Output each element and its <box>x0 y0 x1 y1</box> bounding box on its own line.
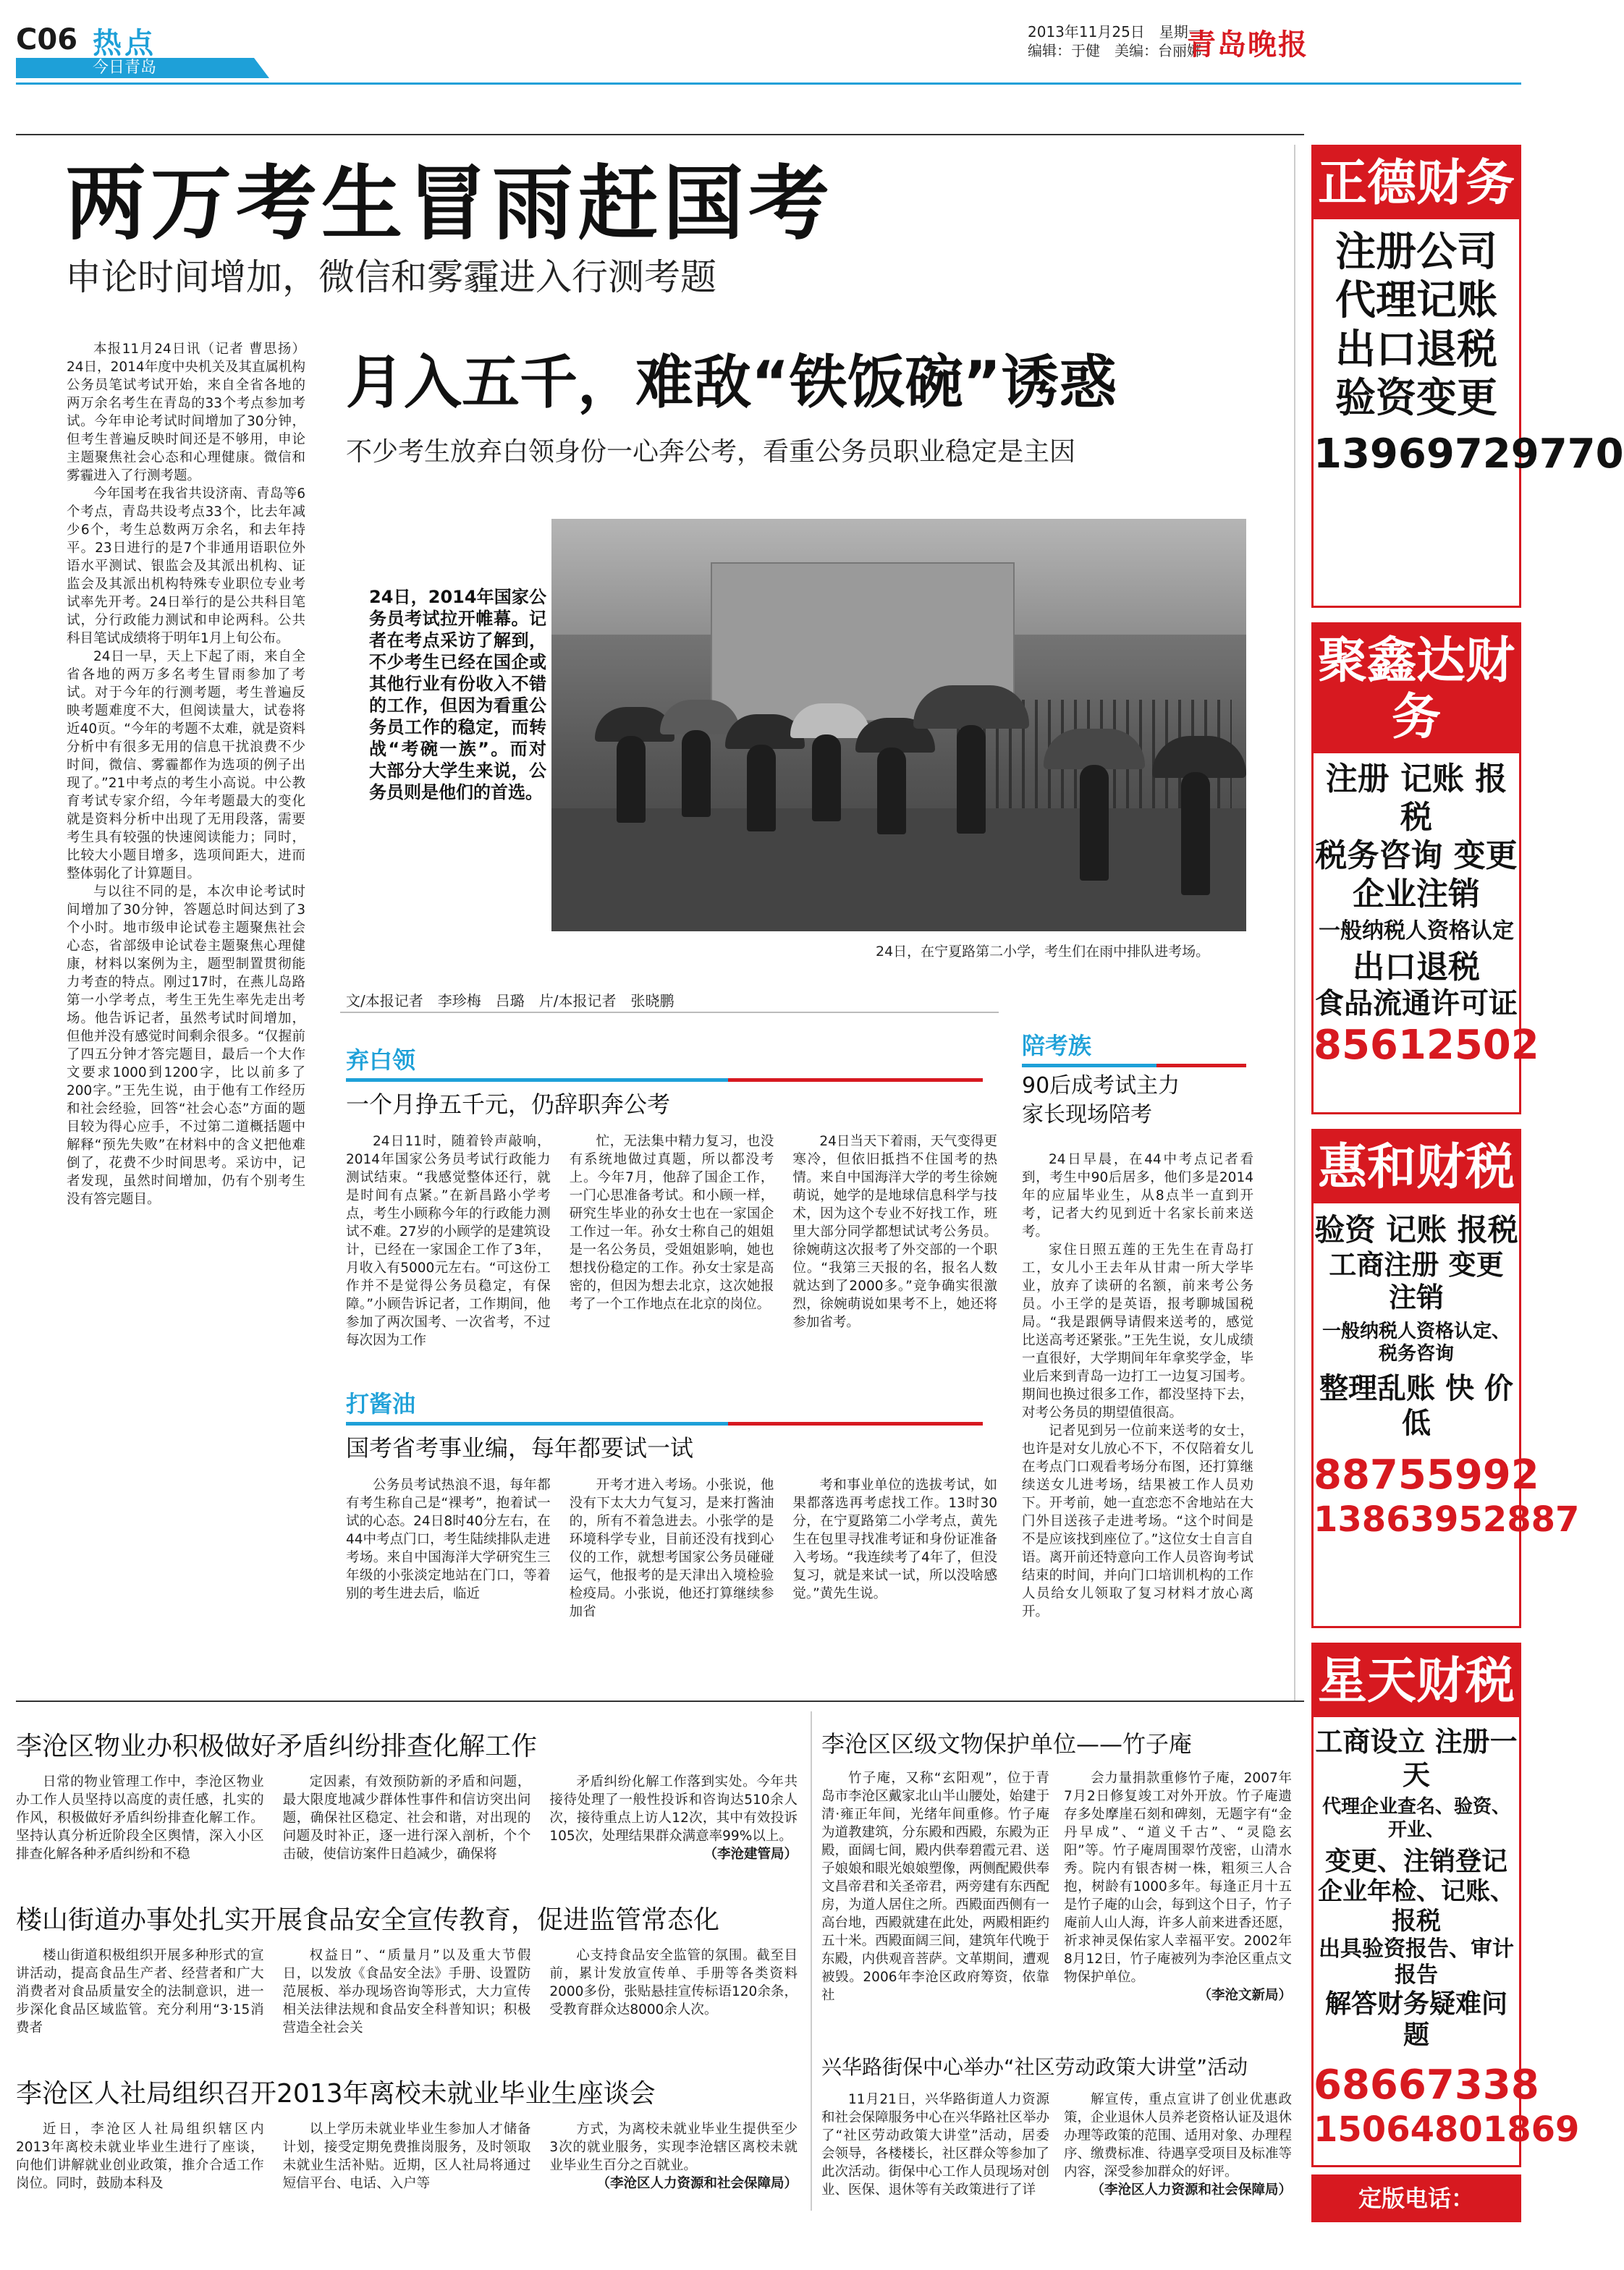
section-paragraph: 公务员考试热浪不退，每年都有考生称自己是“裸考”，抱着试一试的心态。24日8时40分左右，在44中考点门口，考生陆续排队走进考场。来自中国海洋大学研究生三年级的小张淡定地站在门口，等着别的考生进去后，临近 <box>346 1478 551 1601</box>
subsection-title: 今日青岛 <box>93 59 157 77</box>
article-credit: （李沧建管局） <box>703 1847 798 1862</box>
ad-service: 企业年检、记账、报税 <box>1318 1876 1515 1936</box>
article-title: 李沧区区级文物保护单位——竹子庵 <box>821 1730 1193 1758</box>
sidebar-paragraph: 24日早晨，在44中考点记者看到，考生中90后居多，他们多是2014年的应届毕业生，从8点半一直到开考，记者大约见到近十名家长前来送考。 <box>1022 1152 1253 1240</box>
kicker-rule <box>346 1422 983 1426</box>
ad-service: 出口退税 <box>1353 948 1480 986</box>
ad-service: 解答财务疑难问题 <box>1324 1989 1507 2050</box>
lead-paragraph: 24日一早，天上下起了雨，来自全省各地的两万多名考生冒雨参加了考试。对于今年的行测考题，考生普遍反映考题难度不大，但阅读量大，试卷将近40页。“今年的考题不太难，就是资料分析中有很多无用的信息干扰浪费不少时间，微信、雾霾都作为选项的例子出现了。”21中考点的考生小高说。中公教育考试专家介绍，今年考题最大的变化就是资料分析中出现了无用段落，需要考生具有较强的快速阅读能力；同时，比较大小题目增多，选项间距大，进而整体弱化了计算题目。 <box>67 649 305 881</box>
ad-phone: 68667338 <box>1314 2061 1539 2109</box>
ad-phone: 15064801869 <box>1314 2109 1580 2151</box>
article-paragraph: 11月21日，兴华路街道人力资源和社会保障服务中心在兴华路社区举办了“社区劳动政策大讲堂”活动，居委会领导，各楼楼长，社区群众等参加了此次活动。街保中心工作人员现场对创业、医保、退休等有关政策进行了详 <box>821 2092 1049 2198</box>
section-title: 国考省考事业编，每年都要试一试 <box>346 1434 694 1462</box>
article-labor-lecture <box>821 2051 1292 2228</box>
section-title: 热点 <box>93 27 156 60</box>
person-shape <box>682 730 711 817</box>
lead-paragraph: 今年国考在我省共设济南、青岛等6个考点，青岛共设考点33个，比去年减少6个，考生总数两万余名，和去年持平。23日进行的是7个非通用语职位外语水平测试、银监会及其派出机构、证监会及其派出机构特殊专业职位专业考试率先开考。24日举行的是公共科目笔试，分行政能力测试和申论两科。公共科目笔试成绩将于明年1月上旬公布。 <box>67 486 305 646</box>
sidebar-kicker: 陪考族 <box>1022 1032 1092 1059</box>
ad-service: 验资 记账 报税 <box>1314 1212 1518 1248</box>
ad-service: 代理企业查名、验资、开业、 <box>1321 1796 1510 1841</box>
ad-service: 工商注册 变更 注销 <box>1329 1248 1504 1314</box>
ad-service: 代理记账 <box>1335 277 1497 325</box>
ad-service: 工商设立 注册一天 <box>1315 1726 1518 1791</box>
ad-phone: 85612502 <box>1314 1022 1539 1070</box>
newspaper-logo: 青岛晚报 <box>1187 27 1308 62</box>
sidebar-title-line: 90后成考试主力 <box>1022 1073 1180 1098</box>
article-credit: （李沧文新局） <box>1198 1988 1292 2003</box>
sidebar-paragraph: 记者见到另一位前来送考的女士，也许是对女儿放心不下，不仅陪着女儿在考点门口观看考场分布图，还打算继续送女儿进考场，结果被工作人员劝下。开考前，她一直恋恋不舍地站在大门外目送孩子走进考场。“这个时间是不是应该找到座位了。”这位女士自言自语。离开前还特意向工作人员咨询考试结束的时间，并向门口培训机构的工作人员给女儿领取了复习材料才放心离开。 <box>1022 1423 1253 1619</box>
page-code: C06 <box>16 23 78 56</box>
ad-title: 聚鑫达财务 <box>1314 624 1519 753</box>
ad-phone: 13863952887 <box>1314 1499 1580 1541</box>
section-paragraph: 开考才进入考场。小张说，他没有下太大力气复习，是来打酱油的，所有不着急进去。小张学的是环境科学专业，目前还没有找到心仪的工作，就想考国家公务员碰碰运气，他报考的是天津出入境检验检疫局。小张说，他还打算继续参加省 <box>569 1478 774 1619</box>
issue-date: 2013年11月25日 星期一 <box>1028 23 1203 41</box>
person-shape <box>812 734 841 821</box>
section-paragraph: 考和事业单位的选拔考试，如果都落选再考虑找工作。13时30分，在宁夏路第二小学考点，黄先生在包里寻找准考证和身份证准备入考场。“我连续考了4年了，但没复习，就是来试一试，所以没啥感觉。”黄先生说。 <box>792 1478 998 1601</box>
article-paragraph: 心支持食品安全监管的氛围。截至目前，累计发放宣传单、手册等各类资料2000多份，张贴悬挂宣传标语120余条，受教育群众达8000余人次。 <box>549 1948 798 2017</box>
umbrella-shape <box>913 685 1029 729</box>
news-photo <box>551 519 1246 931</box>
ad-zhengde <box>1311 145 1624 608</box>
kicker-rule <box>346 1078 983 1082</box>
lead-story-column <box>67 340 305 1570</box>
article-title: 李沧区人社局组织召开2013年离校未就业毕业生座谈会 <box>16 2079 656 2109</box>
article-title: 楼山街道办事处扎实开展食品安全宣传教育，促进监管常态化 <box>16 1905 720 1935</box>
sidebar-paragraph: 家住日照五莲的王先生在青岛打工，女儿小王去年从甘肃一所大学毕业，放弃了读研的名额，前来考公务员。小王学的是英语，报考聊城国税局。“我是跟俩导请假来送考的，感觉比送高考还紧张。”王先生说，女儿成绩一直很好，大学期间年年拿奖学金，毕业后来到青岛一边打工一边复习国考。期间也换过很多工作，都没坚持下去，对考公务员的期望值很高。 <box>1022 1242 1253 1420</box>
bottom-column-divider <box>811 1711 812 2211</box>
lead-paragraph: 与以往不同的是，本次申论考试时间增加了30分钟，答题总时间达到了3个小时。地市级申论试卷主题聚焦社会心态，省部级申论试卷主题聚焦心理健康，材料以案例为主，题型制置贯彻能力考查的特点。刚过17时，在燕儿岛路第一小学考点，考生王先生率先走出考场。他告诉记者，虽然考试时间增加，但他并没有感觉时间剩余很多。“仅握前了四五分钟才答完题目，最后一个大作文要求1000到1200字，比以前多了200字。”王先生说，由于他有工作经历和社会经验，回答“社会心态”方面的题目较为得心应手，不过第二道概括题中解释“预先失败”在材料中的含义把他难倒了，花费不少时间思考。采访中，记者发现，虽然时间增加，仍有个别考生没有答完题目。 <box>67 884 305 1207</box>
article-food-safety <box>16 1900 798 2084</box>
section-kicker: 打酱油 <box>346 1390 416 1418</box>
article-graduates <box>16 2073 798 2236</box>
header-rule-secondary <box>16 134 1304 135</box>
ad-service: 税务咨询 变更 <box>1315 837 1518 874</box>
article-title: 兴华路街保中心举办“社区劳动政策大讲堂”活动 <box>821 2055 1248 2079</box>
header-rule <box>16 82 1521 85</box>
ad-title: 星天财税 <box>1314 1645 1519 1717</box>
main-headline: 两万考生冒雨赶国考 <box>65 157 834 251</box>
section-paragraph: 忙，无法集中精力复习，也没有系统地做过真题，所以都没考上。今年7月，他辞了国企工作，一门心思准备考试。和小顾一样，研究生毕业的孙女士也在一家国企工作过一年。孙女士称自己的姐姐是一名公务员，受姐姐影响，她也想找份稳定的工作。孙女士家是高密的，但因为想去北京，这次她报考了一个工作地点在北京的岗位。 <box>569 1134 774 1312</box>
section-kicker: 弃白领 <box>346 1046 416 1074</box>
editor-credit: 编辑：于健 美编：台丽娜 <box>1028 42 1201 59</box>
feature-headline: 月入五千，难敌“铁饭碗”诱惑 <box>346 349 1117 416</box>
section-paragraph: 24日当天下着雨，天气变得更寒冷，但依旧抵挡不住国考的热情。来自中国海洋大学的考生徐婉萌说，她学的是地球信息科学与技术，因为这个专业不好找工作，班里大部分同学都想试试考公务员。徐婉萌这次报考了外交部的一个职位。“我第三天报的名，报名人数就达到了2000多。”竞争确实很激烈，徐婉萌说如果考不上，她还将参加省考。 <box>792 1134 998 1330</box>
article-body <box>16 1947 798 2084</box>
article-paragraph: 矛盾纠纷化解工作落到实处。今年共接待处理了一般性投诉和咨询达510余人次，接待重点上访人12次，其中有效投诉105次，处理结果群众满意率99%以上。 <box>549 1774 798 1844</box>
ad-booking-phone: 定版电话：81186679 <box>1311 2174 1521 2222</box>
section-paragraph: 24日11时，随着铃声敲响，2014年国家公务员考试行政能力测试结束。“我感觉整体还行，就是时间有点紧。”在新昌路小学考点，考生小顾称今年的行政能力测试不难。27岁的小顾学的是建筑设计，已经在一家国企工作了3年，月收入有5000元左右。“可这份工作并不是觉得公务员稳定，有保障。”小顾告诉记者，工作期间，他参加了两次国考、一次省考，不过每次因为工作 <box>346 1134 551 1348</box>
article-paragraph: 楼山街道积极组织开展多种形式的宣讲活动，提高食品生产者、经营者和广大消费者对食品质量安全的法制意识，进一步深化食品区域监管。充分利用“3·15消费者 <box>16 1948 264 2036</box>
section-title: 一个月挣五千元，仍辞职奔公考 <box>346 1090 671 1118</box>
article-paragraph: 日常的物业管理工作中，李沧区物业办工作人员坚持以高度的责任感，扎实的作风，积极做好矛盾纠纷排查化解工作。坚持认真分析近阶段全区舆情，深入小区排查化解各种矛盾纠纷和不稳 <box>16 1774 264 1862</box>
ad-service: 注册 记账 报税 <box>1325 761 1507 837</box>
section-body <box>346 1132 997 1382</box>
ad-phone: 13969729770 <box>1314 430 1624 478</box>
article-paragraph: 以上学历未就业毕业生参加人才储备计划，接受定期免费推岗服务，及时领取未就业生活补贴。近期，区人社局将通过短信平台、电话、入户等 <box>282 2122 531 2191</box>
column-divider <box>1294 145 1295 1701</box>
section-body <box>346 1476 997 1715</box>
article-credit: （李沧区人力资源和社会保障局） <box>596 2176 798 2191</box>
person-shape <box>877 748 906 834</box>
person-shape <box>617 736 646 823</box>
article-body <box>16 1773 798 1910</box>
ad-service: 整理乱账 快 价低 <box>1319 1372 1513 1441</box>
ad-service: 验资变更 <box>1335 374 1497 422</box>
ad-service: 企业注销 <box>1353 875 1480 912</box>
ad-juxinda <box>1311 622 1539 1114</box>
article-body <box>821 2091 1292 2228</box>
ad-title: 正德财务 <box>1314 147 1519 219</box>
main-subhead: 申论时间增加，微信和雾霾进入行测考题 <box>65 256 716 298</box>
bottom-divider <box>16 1701 1304 1702</box>
ad-service: 出具验资报告、审计报告 <box>1319 1936 1514 1988</box>
section-try-exam <box>346 1386 997 1715</box>
ad-huihe <box>1311 1129 1580 1628</box>
sidebar-body <box>1022 1151 1253 1701</box>
ad-phone: 88755992 <box>1314 1452 1539 1499</box>
article-paragraph: 权益日”、“质量月”以及重大节假日，以发放《食品安全法》手册、设置防范展板、举办现场咨询等形式，大力宣传相关法律法规和食品安全科普知识；积极营造全社会关 <box>282 1948 531 2036</box>
section-quit-job <box>346 1042 997 1382</box>
sidebar-heading <box>1022 1028 1253 1130</box>
ad-xingtian <box>1311 1643 1580 2167</box>
ad-service: 一般纳税人资格认定、税务咨询 <box>1321 1320 1510 1365</box>
byline-rule <box>340 1012 999 1013</box>
article-paragraph: 解宣传，重点宣讲了创业优惠政策，企业退休人员养老资格认证及退休办理等政策的范围、适用对象、办理程序、缴费标准、待遇享受项目及标准等内容，深受参加群众的好评。 <box>1064 2092 1292 2180</box>
ad-service: 变更、注销登记 <box>1324 1846 1507 1876</box>
article-paragraph: 方式，为离校未就业毕业生提供至少3次的就业服务，实现李沧辖区离校未就业毕业生百分之百就业。 <box>549 2122 798 2173</box>
article-title: 李沧区物业办积极做好矛盾纠纷排查化解工作 <box>16 1732 538 1761</box>
ad-service: 一般纳税人资格认定 <box>1319 918 1514 944</box>
photo-intro: 24日，2014年国家公务员考试拉开帷幕。记者在考点采访了解到，不少考生已经在国企或其他行业有份收入不错的工作，但因为看重公务员工作的稳定，而转战“考碗一族”。而对大部分大学生来说，公务员则是他们的首选。 <box>369 587 546 802</box>
ad-service: 食品流通许可证 <box>1315 987 1518 1021</box>
ad-service: 出口退税 <box>1335 326 1497 373</box>
photo-caption: 24日，在宁夏路第二小学，考生们在雨中排队进考场。 <box>876 944 1210 960</box>
ad-title: 惠和财税 <box>1314 1131 1519 1203</box>
lead-paragraph: 本报11月24日讯（记者 曹思扬） 24日，2014年度中央机关及其直属机构公务员笔试考试开始，来自全省各地的两万余名考生在青岛的33个考点参加考试。今年申论考试时间增加了30分钟，但考生普遍反映时间还是不够用，申论主题聚焦社会心态和心理健康。微信和雾霾进入了行测考题。 <box>67 342 305 483</box>
article-paragraph: 定因素，有效预防新的矛盾和问题，最大限度地减少群体性事件和信访突出问题，确保社区稳定、社会和谐，对出现的问题及时补正，逐一进行深入剖析，个个击破，使信访案件日趋减少，确保将 <box>282 1774 531 1862</box>
article-paragraph: 近日，李沧区人社局组织辖区内2013年离校未就业毕业生进行了座谈，向他们讲解就业创业政策，推介合适工作岗位。同时，鼓励本科及 <box>16 2122 264 2191</box>
article-paragraph: 会力量捐款重修竹子庵，2007年7月2日修复竣工对外开放。竹子庵遗存多处摩崖石刻和碑刻，无题字有“金丹早成”、“道义千古”、“灵隐玄阳”等。竹子庵周围翠竹茂密，山清水秀。院内有银杏树一株，粗须三人合抱，树龄有1000多年。每逢正月十五是竹子庵的山会，每到这个日子，竹子庵前人山人海，许多人前来进香还愿，祈求神灵保佑家人幸福平安。2002年8月12日，竹子庵被列为李沧区重点文物保护单位。 <box>1064 1771 1292 1985</box>
person-shape <box>957 725 986 834</box>
person-shape <box>1181 772 1210 895</box>
person-shape <box>1080 765 1109 881</box>
sidebar-title-line: 家长现场陪考 <box>1022 1102 1152 1127</box>
article-body <box>16 2120 798 2236</box>
article-bamboo-temple <box>821 1726 1292 2073</box>
ad-service: 注册公司 <box>1335 229 1497 276</box>
article-paragraph: 竹子庵，又称“玄阳观”，位于青岛市李沧区戴家北山半山腰处，始建于清·雍正年间，光绪年间重修。竹子庵为道教建筑，分东殿和西殿，东殿为正殿，面阔七间，殿内供奉碧霞元君、送子娘娘和眼光娘娘塑像，两侧配殿供奉文昌帝君和关圣帝君，两旁建有东西配房，为道人居住之所。西殿面西侧有一高台地，西殿就建在此处，两殿相距约五十米。西殿面阔三间，建筑年代晚于东殿，内供观音菩萨。文革期间，遭观被毁。2006年李沧区政府筹资，依靠社 <box>821 1771 1049 2003</box>
feature-subhead: 不少考生放弃白领身份一心奔公考，看重公务员职业稳定是主因 <box>346 437 1076 467</box>
feature-byline: 文/本报记者 李珍梅 吕璐 片/本报记者 张晓鹏 <box>346 992 674 1009</box>
kicker-rule <box>1022 1064 1246 1067</box>
person-shape <box>747 745 776 831</box>
article-credit: （李沧区人力资源和社会保障局） <box>1091 2182 1292 2198</box>
article-body <box>821 1769 1292 2073</box>
article-property-office <box>16 1726 798 1910</box>
